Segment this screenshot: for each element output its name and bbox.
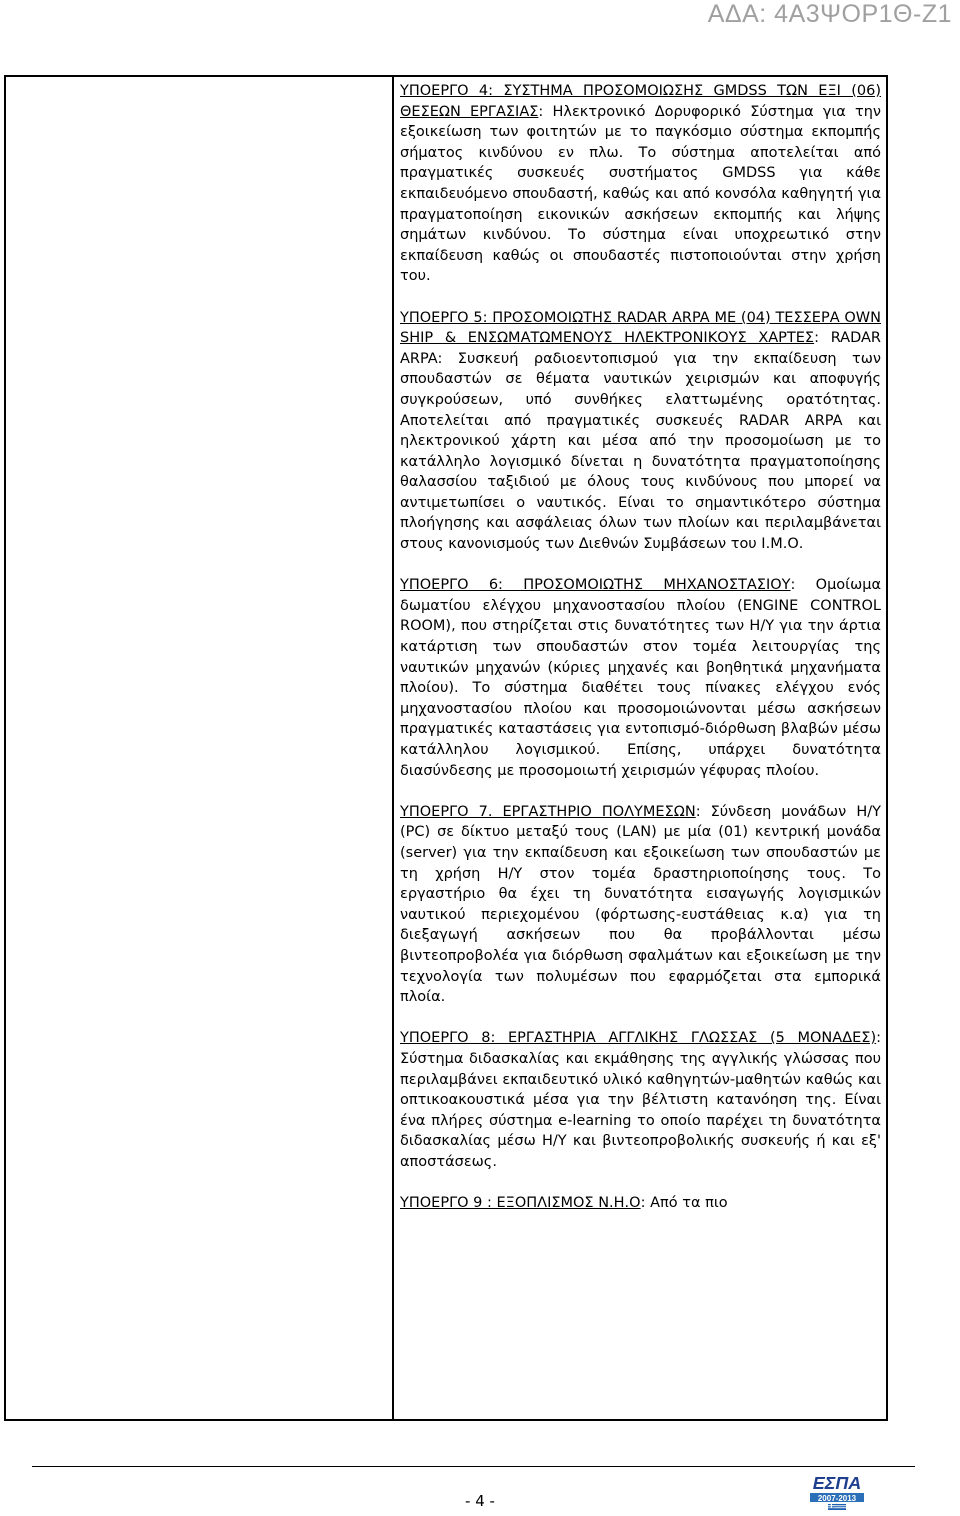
subproject-5: ΥΠΟΕΡΓΟ 5: ΠΡΟΣΟΜΟΙΩΤΗΣ RADAR ARPA ΜΕ (04) ΤΕΣΣΕΡΑ OWN SHIP & ΕΝΣΩΜΑΤΩΜΕΝΟΥΣ ΗΛΕΚΤΡΟΝΙΚΟΥΣ ΧΑΡΤΕΣ: RADAR ARPA: Συσκευή ραδιοεντοπισμού για την εκπαίδευση των σπουδαστών σε θέματα ναυτικών χειρισμών και αποφυγής συγκρούσεων, υπό συνθήκες ελαττωμένης ορατότητας. Αποτελείται από πραγματικές συσκευές RADAR ARPA και ηλεκτρονικού χάρτη και μέσα από την προσομοίωση με το κατάλληλο λογισμικό δίνεται η δυνατότητα πραγματοποίησης θαλασσίου ταξιδιού με όλους τους κινδύνους που μπορεί να αντιμετωπίσει ο ναυτικός. Είναι το σημαντικότερο σύστημα πλοήγησης και ασφάλειας όλων των πλοίων και περιλαμβάνεται στους κανονισμούς των Διεθνών Συμβάσεων του Ι.Μ.Ο. [400,309,881,553]
subproject-4-title: ΥΠΟΕΡΓΟ 4: ΣΥΣΤΗΜΑ ΠΡΟΣΟΜΟΙΩΣΗΣ GMDSS ΤΩΝ ΕΞΙ (06) ΘΕΣΕΩΝ ΕΡΓΑΣΙΑΣ [400,83,881,120]
subproject-9-title: ΥΠΟΕΡΓΟ 9 : ΕΞΟΠΛΙΣΜΟΣ Ν.Η.Ο [400,1195,641,1212]
espa-logo [806,1472,868,1512]
subproject-9: ΥΠΟΕΡΓΟ 9 : ΕΞΟΠΛΙΣΜΟΣ Ν.Η.Ο: Από τα πιο [400,1195,728,1212]
espa-logo-text: ΕΣΠΑ [812,1473,862,1493]
footer-rule [32,1466,915,1467]
subproject-8-title: ΥΠΟΕΡΓΟ 8: ΕΡΓΑΣΤΗΡΙΑ ΑΓΓΛΙΚΗΣ ΓΛΩΣΣΑΣ (5 ΜΟΝΑΔΕΣ) [400,1030,877,1047]
content-cell [394,77,886,1419]
subproject-8: ΥΠΟΕΡΓΟ 8: ΕΡΓΑΣΤΗΡΙΑ ΑΓΓΛΙΚΗΣ ΓΛΩΣΣΑΣ (5 ΜΟΝΑΔΕΣ): Σύστημα διδασκαλίας και εκμάθησης της αγγλικής γλώσσας που περιλαμβάνει εκπαιδευτικό υλικό καθηγητών-μαθητών καθώς και οπτικοακουστικά μέσα για την βέλτιστη κατανόηση της. Είναι ένα πλήρες σύστημα e-learning το οποίο παρέχει τη δυνατότητα διδασκαλίας μέσω Η/Υ και βιντεοπροβολικής συσκευής ή και εξ' αποστάσεως. [400,1030,881,1170]
subproject-4-body: Ηλεκτρονικό Δορυφορικό Σύστημα για την εξοικείωση των φοιτητών με το παγκόσμιο σύστημα εκπομπής σήματος κινδύνου εν πλω. Το σύστημα αποτελείται από πραγματικές συσκευές συστήματος GMDSS για κάθε εκπαιδευόμενο σπουδαστή, καθώς και από κονσόλα καθηγητή για πραγματοποίηση εικονικών ασκήσεων εκπομπής και λήψης σημάτων κινδύνου. Το σύστημα είναι υποχρεωτικό στην εκπαίδευση καθώς οι σπουδαστές πιστοποιούνται στην χρήση του. [400,103,882,285]
subproject-6: ΥΠΟΕΡΓΟ 6: ΠΡΟΣΟΜΟΙΩΤΗΣ ΜΗΧΑΝΟΣΤΑΣΙΟΥ: Ομοίωμα δωματίου ελέγχου μηχανοστασίου πλοίου (ENGINE CONTROL ROOM), που στηρίζεται στις δυνατότητες των Η/Υ για την άρτια κατάρτιση των σπουδαστών στον τομέα λειτουργίας της ναυτικών μηχανών (κύριες μηχανές και βοηθητικά μηχανήματα πλοίου). Το σύστημα διαθέτει τους πίνακες ελέγχου ενός μηχανοστασίου πλοίου και προσομοιώνονται μέσω ασκήσεων πραγματικές καταστάσεις για εντοπισμό-διόρθωση βλαβών μέσω κατάλληλου λογισμικού. Επίσης, υπάρχει δυνατότητα διασύνδεσης με προσομοιωτή χειρισμών γέφυρας πλοίου. [400,577,881,779]
subproject-5-body: RADAR ARPA: Συσκευή ραδιοεντοπισμού για την εκπαίδευση των σπουδαστών σε θέματα ναυτικών χειρισμών και αποφυγής συγκρούσεων, υπό συνθήκες ελαττωμένης ορατότητας. Αποτελείται από πραγματικές συσκευές RADAR ARPA και ηλεκτρονικού χάρτη και μέσα από την προσομοίωση με το κατάλληλο λογισμικό δίνεται η δυνατότητα πραγματοποίησης θαλασσίου ταξιδιού με όλους τους κινδύνους που μπορεί να αντιμετωπίσει ο ναυτικός. Είναι το σημαντικότερο σύστημα πλοήγησης και ασφάλειας όλων των πλοίων και περιλαμβάνεται στους κανονισμούς των Διεθνών Συμβάσεων του Ι.Μ.Ο. [400,330,881,553]
subproject-4: ΥΠΟΕΡΓΟ 4: ΣΥΣΤΗΜΑ ΠΡΟΣΟΜΟΙΩΣΗΣ GMDSS ΤΩΝ ΕΞΙ (06) ΘΕΣΕΩΝ ΕΡΓΑΣΙΑΣ: Ηλεκτρονικό Δορυφορικό Σύστημα για την εξοικείωση των φοιτητών με το παγκόσμιο σύστημα εκπομπής σήματος κινδύνου εν πλω. Το σύστημα αποτελείται από πραγματικές συσκευές συστήματος GMDSS για κάθε εκπαιδευόμενο σπουδαστή, καθώς και από κονσόλα καθηγητή για πραγματοποίηση εικονικών ασκήσεων εκπομπής και λήψης σημάτων κινδύνου. Το σύστημα είναι υποχρεωτικό στην εκπαίδευση καθώς οι σπουδαστές πιστοποιούνται στην χρήση του. [400,83,882,285]
empty-left-cell [6,77,394,1419]
subproject-8-body: Σύστημα διδασκαλίας και εκμάθησης της αγγλικής γλώσσας που περιλαμβάνει εκπαιδευτικό υλικό καθηγητών-μαθητών καθώς και οπτικοακουστικά μέσα για την βέλτιστη κατανόηση της. Είναι ένα πλήρες σύστημα e-learning το οποίο παρέχει τη δυνατότητα διδασκαλίας μέσω Η/Υ και βιντεοπροβολικής συσκευής ή και εξ' αποστάσεως. [400,1050,881,1170]
subproject-7-body: Σύνδεση μονάδων Η/Υ (PC) σε δίκτυο μεταξύ τους (LAN) με μία (01) κεντρική μονάδα (server) για την εκπαίδευση και εξοικείωση των σπουδαστών με τη χρήση Η/Υ στον τομέα δραστηριοποίησης τους. Το εργαστήριο θα έχει τη δυνατότητα εισαγωγής λογισμικών ναυτικού περιεχομένου (φόρτωσης-ευστάθειας κ.α) για τη διεξαγωγή ασκήσεων που θα προβάλλονται μέσω βιντεοπροβολέα για διόρθωση σφαλμάτων και εξοικείωση με την τεχνολογία των πολυμέσων που εφαρμόζεται στα εμπορικά πλοία. [400,803,881,1006]
subproject-7: ΥΠΟΕΡΓΟ 7. ΕΡΓΑΣΤΗΡΙΟ ΠΟΛΥΜΕΣΩΝ: Σύνδεση μονάδων Η/Υ (PC) σε δίκτυο μεταξύ τους (LAN) με μία (01) κεντρική μονάδα (server) για την εκπαίδευση και εξοικείωση των σπουδαστών με τη χρήση Η/Υ στον τομέα δραστηριοποίησης τους. Το εργαστήριο θα έχει τη δυνατότητα εισαγωγής λογισμικών ναυτικού περιεχομένου (φόρτωσης-ευστάθειας κ.α) για τη διεξαγωγή ασκήσεων που θα προβάλλονται μέσω βιντεοπροβολέα για διόρθωση σφαλμάτων και εξοικείωση με την τεχνολογία των πολυμέσων που εφαρμόζεται στα εμπορικά πλοία. [400,803,881,1006]
ada-code: ΑΔΑ: 4Α3ΨΟΡ1Θ-Ζ1 [707,0,952,28]
subproject-5-title: ΥΠΟΕΡΓΟ 5: ΠΡΟΣΟΜΟΙΩΤΗΣ RADAR ARPA ΜΕ (04) ΤΕΣΣΕΡΑ OWN SHIP & ΕΝΣΩΜΑΤΩΜΕΝΟΥΣ ΗΛΕΚΤΡΟΝΙΚΟΥΣ ΧΑΡΤΕΣ [400,309,881,347]
subproject-9-body: Από τα πιο [650,1195,728,1212]
subproject-7-title: ΥΠΟΕΡΓΟ 7. ΕΡΓΑΣΤΗΡΙΟ ΠΟΛΥΜΕΣΩΝ [400,803,696,820]
espa-logo-years: 2007-2013 [817,1494,857,1503]
page-number: - 4 - [465,1492,495,1510]
document-table [4,75,888,1421]
subproject-6-body: Ομοίωμα δωματίου ελέγχου μηχανοστασίου πλοίου (ENGINE CONTROL ROOM), που στηρίζεται στις δυνατότητες των Η/Υ για την άρτια κατάρτιση των σπουδαστών στον τομέα λειτουργίας της ναυτικών μηχανών (κύριες μηχανές και βοηθητικά μηχανήματα πλοίου). Το σύστημα διαθέτει τους πίνακες ελέγχου ενός μηχανοστασίου πλοίου και προσομοιώνονται μέσω ασκήσεων πραγματικές καταστάσεις για εντοπισμό-διόρθωση βλαβών μέσω κατάλληλου λογισμικού. Επίσης, υπάρχει δυνατότητα διασύνδεσης με προσομοιωτή χειρισμών γέφυρας πλοίου. [400,577,881,779]
subproject-6-title: ΥΠΟΕΡΓΟ 6: ΠΡΟΣΟΜΟΙΩΤΗΣ ΜΗΧΑΝΟΣΤΑΣΙΟΥ [400,577,791,594]
